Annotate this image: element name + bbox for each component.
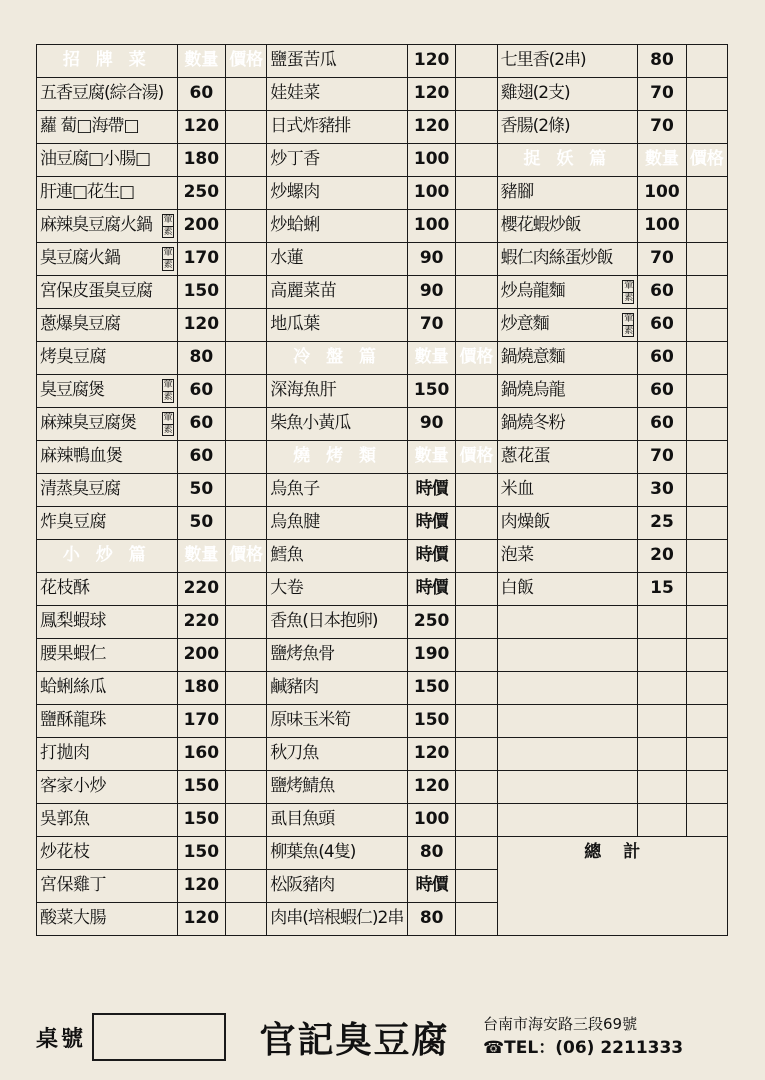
item-qty-input[interactable] <box>686 78 727 111</box>
empty-cell <box>638 771 686 804</box>
item-price: 時價 <box>407 573 455 606</box>
table-row <box>37 111 728 144</box>
item-price: 50 <box>177 507 225 540</box>
item-qty-input[interactable] <box>456 408 497 441</box>
item-price: 60 <box>638 276 686 309</box>
item-name: 蛤蜊絲瓜 <box>37 672 178 705</box>
table-row <box>37 639 728 672</box>
item-price: 120 <box>407 111 455 144</box>
item-qty-input[interactable] <box>456 837 497 870</box>
item-qty-input[interactable] <box>456 870 497 903</box>
item-qty-input[interactable] <box>456 375 497 408</box>
item-name: 肉串(培根蝦仁)2串 <box>267 903 408 936</box>
item-qty-input[interactable] <box>226 408 267 441</box>
item-price: 100 <box>407 144 455 177</box>
item-price: 30 <box>638 474 686 507</box>
item-name: 蘿 蔔□海帶□ <box>37 111 178 144</box>
item-qty-input[interactable] <box>226 606 267 639</box>
empty-cell <box>497 606 638 639</box>
item-name: 麻辣臭豆腐火鍋 葷 素 <box>37 210 178 243</box>
item-name: 雞翅(2支) <box>497 78 638 111</box>
item-name: 原味玉米筍 <box>267 705 408 738</box>
item-qty-input[interactable] <box>686 474 727 507</box>
item-name: 鹹豬肉 <box>267 672 408 705</box>
item-price: 100 <box>407 804 455 837</box>
item-qty-input[interactable] <box>456 903 497 936</box>
item-name: 宮保雞丁 <box>37 870 178 903</box>
item-price: 80 <box>177 342 225 375</box>
item-qty-input[interactable] <box>456 771 497 804</box>
table-number-input[interactable] <box>92 1013 226 1061</box>
item-name: 鹽酥龍珠 <box>37 705 178 738</box>
table-row <box>37 738 728 771</box>
item-price: 150 <box>177 804 225 837</box>
item-qty-input[interactable] <box>226 210 267 243</box>
item-price: 80 <box>638 45 686 78</box>
item-name: 炒意麵 葷 素 <box>497 309 638 342</box>
item-price: 120 <box>177 309 225 342</box>
item-price: 20 <box>638 540 686 573</box>
item-qty-input[interactable] <box>456 804 497 837</box>
item-name: 香魚(日本抱卵) <box>267 606 408 639</box>
item-qty-input[interactable] <box>456 210 497 243</box>
section-header: 小 炒 篇 <box>37 540 178 573</box>
item-name: 深海魚肝 <box>267 375 408 408</box>
item-price: 220 <box>177 573 225 606</box>
table-row <box>37 771 728 804</box>
item-qty-input[interactable] <box>456 177 497 210</box>
table-row <box>37 276 728 309</box>
shop-address: 台南市海安路三段69號 <box>483 1015 638 1033</box>
table-row <box>37 375 728 408</box>
item-name: 五香豆腐(綜合湯) <box>37 78 178 111</box>
item-qty-input[interactable] <box>226 639 267 672</box>
item-qty-input[interactable] <box>456 606 497 639</box>
item-price: 120 <box>407 78 455 111</box>
table-row <box>37 408 728 441</box>
item-name: 鹽烤鯖魚 <box>267 771 408 804</box>
item-price: 60 <box>177 375 225 408</box>
item-price: 80 <box>407 903 455 936</box>
price-header: 價格 <box>456 441 497 474</box>
qty-header: 數量 <box>177 540 225 573</box>
table-row <box>37 672 728 705</box>
empty-cell <box>497 771 638 804</box>
item-qty-input[interactable] <box>456 738 497 771</box>
item-price: 60 <box>177 441 225 474</box>
shop-phone: ☎TEL：(06) 2211333 <box>483 1037 684 1058</box>
item-qty-input[interactable] <box>456 243 497 276</box>
item-qty-input[interactable] <box>686 309 727 342</box>
item-qty-input[interactable] <box>226 903 267 936</box>
item-price: 80 <box>407 837 455 870</box>
empty-cell <box>638 804 686 837</box>
empty-cell <box>497 639 638 672</box>
item-price: 70 <box>638 78 686 111</box>
item-qty-input[interactable] <box>456 309 497 342</box>
item-name: 肉燥飯 <box>497 507 638 540</box>
item-qty-input[interactable] <box>456 474 497 507</box>
item-qty-input[interactable] <box>456 639 497 672</box>
section-header: 招 牌 菜 <box>37 45 178 78</box>
item-name: 地瓜葉 <box>267 309 408 342</box>
item-name: 清蒸臭豆腐 <box>37 474 178 507</box>
item-name: 虱目魚頭 <box>267 804 408 837</box>
item-name: 打拋肉 <box>37 738 178 771</box>
item-qty-input[interactable] <box>686 342 727 375</box>
item-qty-input[interactable] <box>686 177 727 210</box>
table-row <box>37 78 728 111</box>
item-price: 120 <box>177 903 225 936</box>
item-price: 120 <box>407 45 455 78</box>
table-row <box>37 705 728 738</box>
item-name: 鍋燒意麵 <box>497 342 638 375</box>
table-row <box>37 243 728 276</box>
qty-header: 數量 <box>407 342 455 375</box>
item-qty-input[interactable] <box>226 738 267 771</box>
qty-header: 數量 <box>638 144 686 177</box>
item-qty-input[interactable] <box>686 276 727 309</box>
item-name: 櫻花蝦炒飯 <box>497 210 638 243</box>
veg-marker: 葷 素 <box>163 248 172 270</box>
item-name: 炒丁香 <box>267 144 408 177</box>
item-name: 炒花枝 <box>37 837 178 870</box>
item-qty-input[interactable] <box>456 111 497 144</box>
total-label: 總計 <box>497 837 727 870</box>
item-price: 100 <box>638 210 686 243</box>
item-qty-input[interactable] <box>226 870 267 903</box>
item-qty-input[interactable] <box>686 210 727 243</box>
item-price: 150 <box>407 705 455 738</box>
empty-cell <box>497 705 638 738</box>
empty-cell <box>638 606 686 639</box>
empty-cell <box>686 771 727 804</box>
item-price: 190 <box>407 639 455 672</box>
price-header: 價格 <box>226 45 267 78</box>
item-qty-input[interactable] <box>226 837 267 870</box>
price-header: 價格 <box>456 342 497 375</box>
item-name: 烏魚子 <box>267 474 408 507</box>
table-row <box>37 441 728 474</box>
item-name: 腰果蝦仁 <box>37 639 178 672</box>
table-number-label: 桌號 <box>36 1026 87 1052</box>
item-price: 120 <box>407 738 455 771</box>
item-name: 日式炸豬排 <box>267 111 408 144</box>
item-price: 90 <box>407 408 455 441</box>
table-row <box>37 309 728 342</box>
item-price: 70 <box>638 111 686 144</box>
item-name: 烏魚腱 <box>267 507 408 540</box>
item-qty-input[interactable] <box>226 276 267 309</box>
item-price: 120 <box>177 111 225 144</box>
item-name: 油豆腐□小腸□ <box>37 144 178 177</box>
item-price: 時價 <box>407 540 455 573</box>
item-name: 吳郭魚 <box>37 804 178 837</box>
item-price: 150 <box>407 375 455 408</box>
menu-table-wrap <box>36 44 728 936</box>
table-row <box>37 804 728 837</box>
item-name: 松阪豬肉 <box>267 870 408 903</box>
empty-cell <box>686 705 727 738</box>
table-row <box>37 45 728 78</box>
item-qty-input[interactable] <box>226 507 267 540</box>
table-row <box>37 210 728 243</box>
item-qty-input[interactable] <box>226 672 267 705</box>
item-price: 60 <box>638 342 686 375</box>
qty-header: 數量 <box>407 441 455 474</box>
item-qty-input[interactable] <box>226 804 267 837</box>
table-row <box>37 144 728 177</box>
table-row <box>37 870 728 903</box>
item-qty-input[interactable] <box>226 177 267 210</box>
price-header: 價格 <box>226 540 267 573</box>
item-price: 160 <box>177 738 225 771</box>
item-name: 蝦仁肉絲蛋炒飯 <box>497 243 638 276</box>
item-name: 蔥爆臭豆腐 <box>37 309 178 342</box>
item-price: 120 <box>177 870 225 903</box>
item-price: 170 <box>177 243 225 276</box>
item-name: 蔥花蛋 <box>497 441 638 474</box>
item-name: 鹽蛋苦瓜 <box>267 45 408 78</box>
item-qty-input[interactable] <box>226 309 267 342</box>
item-price: 90 <box>407 276 455 309</box>
section-header: 燒 烤 類 <box>267 441 408 474</box>
item-name: 麻辣鴨血煲 <box>37 441 178 474</box>
item-qty-input[interactable] <box>226 474 267 507</box>
item-qty-input[interactable] <box>456 45 497 78</box>
item-name: 炒螺肉 <box>267 177 408 210</box>
empty-cell <box>638 639 686 672</box>
shop-contact <box>483 1008 728 1066</box>
empty-cell <box>686 606 727 639</box>
veg-marker: 葷 素 <box>163 380 172 402</box>
item-qty-input[interactable] <box>686 375 727 408</box>
item-name: 水蓮 <box>267 243 408 276</box>
item-name: 臭豆腐火鍋 葷 素 <box>37 243 178 276</box>
item-name: 白飯 <box>497 573 638 606</box>
empty-cell <box>497 903 727 936</box>
item-name: 臭豆腐煲 葷 素 <box>37 375 178 408</box>
item-price: 250 <box>407 606 455 639</box>
item-price: 90 <box>407 243 455 276</box>
empty-cell <box>686 738 727 771</box>
table-row <box>37 573 728 606</box>
item-price: 100 <box>638 177 686 210</box>
item-price: 150 <box>407 672 455 705</box>
item-name: 鹽烤魚骨 <box>267 639 408 672</box>
item-price: 70 <box>638 243 686 276</box>
item-name: 客家小炒 <box>37 771 178 804</box>
item-qty-input[interactable] <box>226 573 267 606</box>
item-name: 高麗菜苗 <box>267 276 408 309</box>
empty-cell <box>497 672 638 705</box>
item-name: 鱈魚 <box>267 540 408 573</box>
item-price: 60 <box>638 408 686 441</box>
item-qty-input[interactable] <box>226 78 267 111</box>
item-price: 60 <box>177 408 225 441</box>
empty-cell <box>638 672 686 705</box>
item-name: 大卷 <box>267 573 408 606</box>
empty-cell <box>497 804 638 837</box>
empty-cell <box>497 738 638 771</box>
item-name: 花枝酥 <box>37 573 178 606</box>
item-name: 鍋燒冬粉 <box>497 408 638 441</box>
item-name: 炸臭豆腐 <box>37 507 178 540</box>
item-name: 烤臭豆腐 <box>37 342 178 375</box>
empty-cell <box>686 639 727 672</box>
item-name: 酸菜大腸 <box>37 903 178 936</box>
table-row <box>37 903 728 936</box>
item-price: 120 <box>407 771 455 804</box>
menu-table <box>36 44 728 936</box>
item-qty-input[interactable] <box>226 342 267 375</box>
price-header: 價格 <box>686 144 727 177</box>
item-name: 炒烏龍麵 葷 素 <box>497 276 638 309</box>
table-row <box>37 507 728 540</box>
shop-name: 官記臭豆腐 <box>259 1018 450 1061</box>
item-qty-input[interactable] <box>226 705 267 738</box>
veg-marker: 葷 素 <box>163 413 172 435</box>
item-price: 50 <box>177 474 225 507</box>
item-qty-input[interactable] <box>226 243 267 276</box>
item-qty-input[interactable] <box>686 441 727 474</box>
item-price: 150 <box>177 771 225 804</box>
item-name: 米血 <box>497 474 638 507</box>
table-number-group <box>36 1008 226 1066</box>
item-name: 宮保皮蛋臭豆腐 <box>37 276 178 309</box>
item-price: 60 <box>638 309 686 342</box>
item-qty-input[interactable] <box>456 705 497 738</box>
item-name: 豬腳 <box>497 177 638 210</box>
menu-footer <box>36 1008 728 1066</box>
empty-cell <box>638 705 686 738</box>
item-name: 泡菜 <box>497 540 638 573</box>
item-price: 15 <box>638 573 686 606</box>
table-row <box>37 606 728 639</box>
item-price: 時價 <box>407 507 455 540</box>
item-price: 時價 <box>407 474 455 507</box>
item-price: 60 <box>638 375 686 408</box>
item-name: 麻辣臭豆腐煲 葷 素 <box>37 408 178 441</box>
table-row <box>37 474 728 507</box>
item-qty-input[interactable] <box>226 144 267 177</box>
item-qty-input[interactable] <box>226 771 267 804</box>
item-qty-input[interactable] <box>456 144 497 177</box>
item-price: 250 <box>177 177 225 210</box>
item-name: 肝連□花生□ <box>37 177 178 210</box>
item-qty-input[interactable] <box>686 507 727 540</box>
item-qty-input[interactable] <box>456 540 497 573</box>
item-qty-input[interactable] <box>456 78 497 111</box>
item-price: 70 <box>407 309 455 342</box>
item-qty-input[interactable] <box>226 375 267 408</box>
item-price: 100 <box>407 177 455 210</box>
item-price: 25 <box>638 507 686 540</box>
qty-header: 數量 <box>177 45 225 78</box>
item-qty-input[interactable] <box>686 243 727 276</box>
item-price: 100 <box>407 210 455 243</box>
item-name: 娃娃菜 <box>267 78 408 111</box>
veg-marker: 葷 素 <box>624 314 633 336</box>
empty-cell <box>497 870 727 903</box>
item-qty-input[interactable] <box>456 276 497 309</box>
item-qty-input[interactable] <box>456 573 497 606</box>
item-price: 150 <box>177 276 225 309</box>
veg-marker: 葷 素 <box>624 281 633 303</box>
item-qty-input[interactable] <box>686 540 727 573</box>
table-row <box>37 342 728 375</box>
table-row <box>37 540 728 573</box>
empty-cell <box>686 804 727 837</box>
section-header: 冷 盤 篇 <box>267 342 408 375</box>
item-price: 200 <box>177 639 225 672</box>
item-qty-input[interactable] <box>686 573 727 606</box>
veg-marker: 葷 素 <box>163 215 172 237</box>
item-name: 七里香(2串) <box>497 45 638 78</box>
item-price: 180 <box>177 144 225 177</box>
item-price: 170 <box>177 705 225 738</box>
item-name: 鍋燒烏龍 <box>497 375 638 408</box>
item-price: 200 <box>177 210 225 243</box>
item-qty-input[interactable] <box>686 111 727 144</box>
item-name: 柴魚小黃瓜 <box>267 408 408 441</box>
item-qty-input[interactable] <box>686 408 727 441</box>
table-row <box>37 837 728 870</box>
item-price: 180 <box>177 672 225 705</box>
item-name: 鳳梨蝦球 <box>37 606 178 639</box>
table-row <box>37 177 728 210</box>
item-price: 220 <box>177 606 225 639</box>
item-name: 秋刀魚 <box>267 738 408 771</box>
empty-cell <box>638 738 686 771</box>
empty-cell <box>686 672 727 705</box>
item-qty-input[interactable] <box>456 672 497 705</box>
item-price: 時價 <box>407 870 455 903</box>
item-name: 炒蛤蜊 <box>267 210 408 243</box>
item-name: 柳葉魚(4隻) <box>267 837 408 870</box>
item-qty-input[interactable] <box>226 111 267 144</box>
item-qty-input[interactable] <box>226 441 267 474</box>
item-price: 60 <box>177 78 225 111</box>
item-price: 70 <box>638 441 686 474</box>
section-header: 捉 妖 篇 <box>497 144 638 177</box>
item-qty-input[interactable] <box>456 507 497 540</box>
item-name: 香腸(2條) <box>497 111 638 144</box>
item-qty-input[interactable] <box>686 45 727 78</box>
item-price: 150 <box>177 837 225 870</box>
